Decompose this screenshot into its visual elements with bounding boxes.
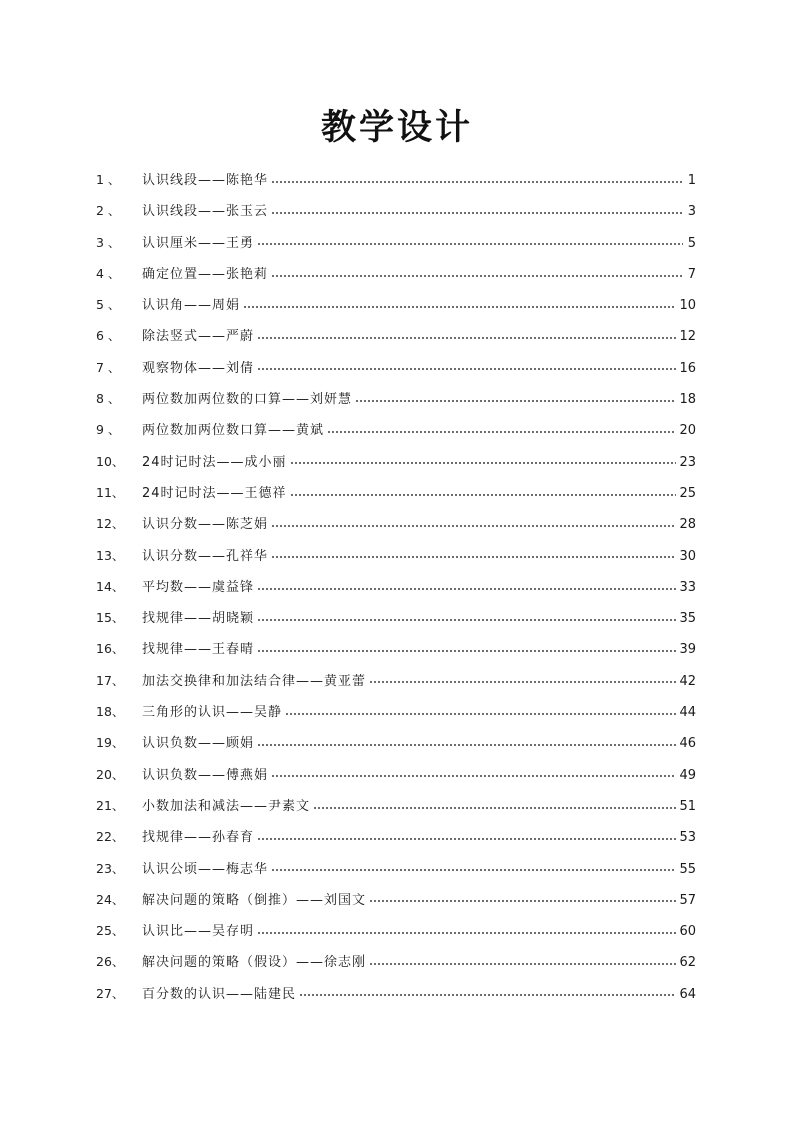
toc-entry-number: 13、 bbox=[96, 547, 125, 563]
toc-dot-leader bbox=[327, 430, 676, 434]
toc-dot-leader bbox=[271, 274, 683, 278]
toc-entry-number: 11、 bbox=[96, 484, 125, 500]
toc-entry[interactable] bbox=[96, 540, 696, 571]
toc-entry-title: 百分数的认识——陆建民 bbox=[142, 986, 297, 1002]
toc-entry-page: 42 bbox=[679, 673, 696, 689]
toc-entry-title: 24时记时法——王德祥 bbox=[142, 485, 287, 501]
toc-dot-leader bbox=[369, 899, 676, 903]
toc-entry[interactable] bbox=[96, 164, 696, 195]
toc-entry-page: 23 bbox=[679, 454, 696, 470]
toc-entry[interactable] bbox=[96, 446, 696, 477]
toc-entry-title: 解决问题的策略（倒推）——刘国文 bbox=[142, 892, 367, 908]
toc-entry-title: 认识分数——陈芝娟 bbox=[142, 517, 269, 533]
toc-entry-number: 2 、 bbox=[96, 203, 121, 219]
toc-dot-leader bbox=[243, 305, 676, 309]
toc-entry-title: 两位数加两位数的口算——刘妍慧 bbox=[142, 392, 353, 408]
toc-entry-page: 10 bbox=[679, 298, 696, 314]
toc-entry[interactable] bbox=[96, 227, 696, 258]
toc-dot-leader bbox=[257, 336, 676, 340]
toc-entry-number: 7 、 bbox=[96, 359, 121, 375]
toc-entry-number: 20、 bbox=[96, 766, 125, 782]
toc-entry-title: 三角形的认识——吴静 bbox=[142, 705, 283, 721]
toc-entry-page: 20 bbox=[679, 423, 696, 439]
toc-dot-leader bbox=[271, 211, 683, 215]
toc-entry-number: 6 、 bbox=[96, 328, 121, 344]
toc-entry-page: 57 bbox=[679, 892, 696, 908]
toc-dot-leader bbox=[369, 680, 676, 684]
toc-entry-page: 55 bbox=[679, 861, 696, 877]
toc-entry-page: 60 bbox=[679, 924, 696, 940]
toc-entry-number: 21、 bbox=[96, 797, 125, 813]
toc-entry-title: 找规律——胡晓颖 bbox=[142, 611, 255, 627]
toc-entry[interactable] bbox=[96, 477, 696, 508]
toc-dot-leader bbox=[257, 649, 676, 653]
toc-entry-number: 3 、 bbox=[96, 234, 121, 250]
toc-entry-title: 找规律——王春晴 bbox=[142, 642, 255, 658]
toc-entry-title: 认识负数——顾娟 bbox=[142, 736, 255, 752]
toc-dot-leader bbox=[257, 931, 676, 935]
toc-entry-title: 认识负数——傅燕娟 bbox=[142, 767, 269, 783]
toc-entry[interactable] bbox=[96, 853, 696, 884]
toc-entry-title: 认识角——周娟 bbox=[142, 298, 241, 314]
toc-entry-title: 解决问题的策略（假设）——徐志刚 bbox=[142, 955, 367, 971]
toc-entry-number: 24、 bbox=[96, 891, 125, 907]
toc-entry-page: 49 bbox=[679, 767, 696, 783]
toc-entry-number: 8 、 bbox=[96, 391, 121, 407]
toc-entry-number: 9 、 bbox=[96, 422, 121, 438]
toc-entry-title: 认识厘米——王勇 bbox=[142, 235, 255, 251]
toc-entry-page: 25 bbox=[679, 485, 696, 501]
toc-entry-number: 19、 bbox=[96, 735, 125, 751]
toc-entry[interactable] bbox=[96, 633, 696, 664]
toc-entry-title: 24时记时法——成小丽 bbox=[142, 454, 287, 470]
toc-dot-leader bbox=[271, 868, 676, 872]
toc-entry-page: 53 bbox=[679, 830, 696, 846]
toc-dot-leader bbox=[257, 618, 676, 622]
toc-dot-leader bbox=[271, 180, 683, 184]
toc-entry[interactable] bbox=[96, 946, 696, 977]
toc-dot-leader bbox=[257, 837, 676, 841]
toc-entry[interactable] bbox=[96, 602, 696, 633]
toc-entry-title: 观察物体——刘倩 bbox=[142, 360, 255, 376]
toc-entry[interactable] bbox=[96, 195, 696, 226]
toc-entry[interactable] bbox=[96, 978, 696, 1009]
toc-entry[interactable] bbox=[96, 821, 696, 852]
toc-entry[interactable] bbox=[96, 258, 696, 289]
toc-entry[interactable] bbox=[96, 884, 696, 915]
toc-entry-title: 找规律——孙春育 bbox=[142, 830, 255, 846]
toc-entry-title: 确定位置——张艳莉 bbox=[142, 266, 269, 282]
toc-dot-leader bbox=[290, 493, 677, 497]
toc-entry-title: 两位数加两位数口算——黄斌 bbox=[142, 423, 325, 439]
toc-dot-leader bbox=[299, 993, 676, 997]
toc-entry-number: 26、 bbox=[96, 954, 125, 970]
toc-entry-number: 14、 bbox=[96, 578, 125, 594]
toc-entry-page: 7 bbox=[687, 266, 696, 282]
toc-entry-page: 1 bbox=[687, 173, 696, 188]
toc-entry-title: 认识线段——张玉云 bbox=[142, 204, 269, 220]
toc-entry-title: 除法竖式——严蔚 bbox=[142, 329, 255, 345]
toc-entry-page: 51 bbox=[679, 798, 696, 814]
toc-entry-number: 16、 bbox=[96, 641, 125, 657]
toc-dot-leader bbox=[355, 399, 676, 403]
toc-entry[interactable] bbox=[96, 383, 696, 414]
toc-entry[interactable] bbox=[96, 571, 696, 602]
toc-dot-leader bbox=[285, 712, 676, 716]
toc-dot-leader bbox=[257, 242, 683, 246]
toc-entry[interactable] bbox=[96, 727, 696, 758]
toc-dot-leader bbox=[271, 774, 676, 778]
toc-entry-number: 18、 bbox=[96, 704, 125, 720]
toc-entry[interactable] bbox=[96, 508, 696, 539]
toc-entry-number: 4 、 bbox=[96, 265, 121, 281]
toc-entry-page: 46 bbox=[679, 736, 696, 752]
table-of-contents bbox=[96, 164, 696, 1009]
toc-entry-number: 5 、 bbox=[96, 297, 121, 313]
toc-entry-page: 39 bbox=[679, 642, 696, 658]
toc-entry-title: 加法交换律和加法结合律——黄亚蕾 bbox=[142, 673, 367, 689]
toc-entry-number: 25、 bbox=[96, 923, 125, 939]
toc-entry[interactable] bbox=[96, 759, 696, 790]
toc-entry-page: 30 bbox=[679, 548, 696, 564]
toc-entry-page: 3 bbox=[687, 204, 696, 220]
toc-entry-number: 12、 bbox=[96, 516, 125, 532]
toc-dot-leader bbox=[290, 461, 677, 465]
toc-entry-page: 44 bbox=[679, 705, 696, 721]
toc-dot-leader bbox=[271, 555, 676, 559]
toc-entry-page: 5 bbox=[687, 235, 696, 251]
toc-dot-leader bbox=[271, 524, 676, 528]
toc-entry[interactable] bbox=[96, 915, 696, 946]
toc-entry-page: 18 bbox=[679, 392, 696, 408]
toc-entry-title: 认识线段——陈艳华 bbox=[142, 173, 269, 188]
toc-entry-page: 16 bbox=[679, 360, 696, 376]
toc-entry-title: 认识公顷——梅志华 bbox=[142, 861, 269, 877]
toc-entry-number: 27、 bbox=[96, 985, 125, 1001]
toc-entry-page: 62 bbox=[679, 955, 696, 971]
toc-entry[interactable] bbox=[96, 414, 696, 445]
toc-dot-leader bbox=[369, 962, 676, 966]
toc-dot-leader bbox=[313, 806, 676, 810]
toc-entry[interactable] bbox=[96, 665, 696, 696]
toc-entry-page: 28 bbox=[679, 517, 696, 533]
toc-entry-title: 小数加法和减法——尹素文 bbox=[142, 798, 311, 814]
toc-entry-number: 15、 bbox=[96, 610, 125, 626]
toc-entry-title: 认识比——吴存明 bbox=[142, 924, 255, 940]
toc-entry[interactable] bbox=[96, 790, 696, 821]
toc-entry[interactable] bbox=[96, 696, 696, 727]
toc-entry-number: 1 、 bbox=[96, 172, 121, 187]
toc-entry[interactable] bbox=[96, 289, 696, 320]
toc-entry-number: 23、 bbox=[96, 860, 125, 876]
toc-dot-leader bbox=[257, 743, 676, 747]
toc-entry-title: 平均数——虞益锋 bbox=[142, 579, 255, 595]
toc-dot-leader bbox=[257, 367, 676, 371]
toc-entry-page: 64 bbox=[679, 986, 696, 1002]
page-title: 教学设计 bbox=[320, 107, 473, 148]
toc-entry-number: 17、 bbox=[96, 672, 125, 688]
toc-entry[interactable] bbox=[96, 320, 696, 351]
toc-entry[interactable] bbox=[96, 352, 696, 383]
toc-entry-page: 33 bbox=[679, 579, 696, 595]
toc-dot-leader bbox=[257, 587, 676, 591]
toc-entry-number: 22、 bbox=[96, 829, 125, 845]
toc-entry-title: 认识分数——孔祥华 bbox=[142, 548, 269, 564]
toc-entry-number: 10、 bbox=[96, 453, 125, 469]
toc-entry-page: 35 bbox=[679, 611, 696, 627]
toc-entry-page: 12 bbox=[679, 329, 696, 345]
